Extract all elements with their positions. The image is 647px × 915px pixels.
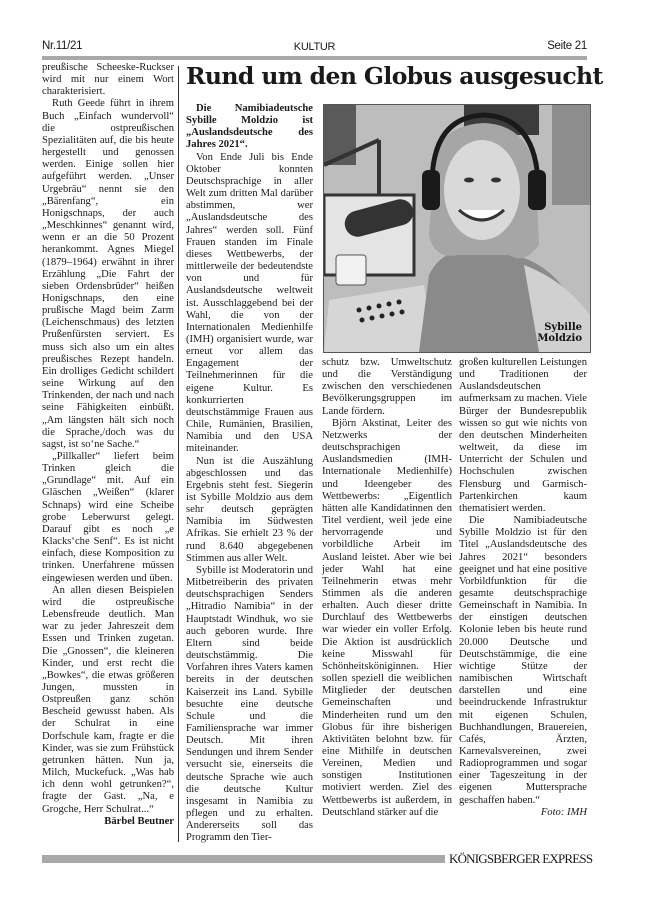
section-name: KULTUR — [293, 41, 336, 53]
photo-credit: Foto: IMH — [540, 806, 587, 818]
paragraph: Die Namibiadeutsche Sybille Moldzio ist für den Titel „Auslandsdeutsche des Jahres 2021“ besonders geeignet und hat eine positive Vorbildfunktion für die gesamte deutschsprachige Gemeinschaft in Namibia. In der einstigen deutschen Kolonie leben bis heute rund 20.000 Deutsche und Deutschstämmige, die eine wichtige Stütze der namibischen Wirtschaft darstellen und eine beeindruckende Infrastruktur mit eigenen Schulen, Buchhandlungen, Brauereien, Cafés, Ärzten, Karnevalsvereinen, zwei Radioprogrammen und sogar einer Tageszeitung in der eigenen Muttersprache geschaffen haben.“ — [459, 515, 587, 806]
header-rule — [42, 56, 587, 60]
article-column-2 — [322, 357, 452, 819]
paragraph: schutz bzw. Umweltschutz und die Verständigung zwischen den verschiedenen Bevölkerungsgruppen im Lande fördern. — [322, 357, 452, 417]
article-column-3 — [459, 357, 587, 819]
author-byline: Bärbel Beutner — [104, 815, 174, 827]
article-column-1 — [186, 103, 313, 845]
issue-number: Nr.11/21 — [42, 40, 83, 52]
publication-brand: KÖNIGSBERGER EXPRESS — [449, 851, 593, 866]
article-headline: Rund um den Globus ausgesucht — [186, 62, 603, 90]
left-column-article — [42, 62, 174, 828]
paragraph: großen kulturellen Leistungen und Traditionen der Auslandsdeutschen aufmerksam zu machen. Viele Bürger der Bundesrepublik wissen so gut wie nichts von den deutschen Minderheiten weltweit, da diese im Unterricht der Schulen und Hochschulen zwischen Flensburg und Garmisch-Partenkirchen kaum thematisiert werden. — [459, 357, 588, 514]
caption-line: Moldzio — [537, 333, 582, 344]
photo-caption — [537, 322, 582, 344]
column-divider — [178, 66, 179, 842]
paragraph: „Pillkaller“ liefert beim Trinken gleich die „Grundlage“ mit. Auf ein Gläschen „Weißen“ (klarer Schnaps) wird eine Scheibe grobe Leberwurst gelegt. Darauf gibt es noch „e Klacks‘che Senf“. Es ist nicht einfach, diese Komposition zu trinken. Unerfahrene müssen eingewiesen werden und üben. — [42, 451, 174, 584]
article-lead: Die Namibiadeutsche Sybille Moldzio ist „Auslandsdeutsche des Jahres 2021“. — [186, 103, 313, 151]
page-header — [42, 40, 587, 54]
paragraph: Ruth Geede führt in ihrem Buch „Einfach wundervoll“ die ostpreußischen Spezialitäten auf, die bis heute hergestellt und genossen werden. Einige sollen hier aufgeführt werden. „Unser Urgebräu“ nennt sie den „Bärenfang“, ein Honigschnaps, der auch „Meschkinnes“ genannt wird, wenn er an die 50 Prozent herankommt. Agnes Miegel (1879–1964) erwähnt in ihrer Erzählung „Die Fahrt der sieben Ordensbrüder“ heißen Honigschnaps, den eine prußische Magd beim Zarm (Leichenschmaus) des letzten Prußenfürsten serviert. Es muss sich also um ein altes preußisches Rezept handeln. Ein drolliges Gedicht schildert seine Wirkung auf den Trinkenden, der nach und nach seine Fähigkeiten einbüßt. „Am längsten hält sich noch die Sprache,/doch was du sagst, ist so‘ne Sache.“ — [42, 98, 174, 450]
paragraph: preußische Scheeske-Ruckser wird mit nur einem Wort charakterisiert. — [42, 62, 174, 98]
article-photo — [323, 104, 591, 353]
paragraph: Sybille ist Moderatorin und Mitbetreiberin des privaten deutschsprachigen Senders „Hitradio Namibia“ in der Hauptstadt Windhuk, wo sie auch geboren wurde. Ihre Eltern sind beide deutschstämmig. Die Vorfahren ihres Vaters kamen bereits in der deutschen Kaiserzeit ins Land. Sybille besuchte eine deutsche Schule und die Familiensprache war immer Deutsch. Mit ihren Sendungen und ihrem Sender versucht sie, einerseits die deutsche Sprache wie auch die deutsche Kultur insgesamt in Namibia zu pflegen und zu erhalten. Andererseits soll das Programm den Tier- — [186, 564, 313, 844]
caption-line: Sybille — [544, 322, 582, 333]
page-number: Seite 21 — [547, 40, 587, 52]
footer-rule — [42, 855, 445, 863]
paragraph: An allen diesen Beispielen wird die ostpreußische Lebensfreude deutlich. Man war zu jeder Jahreszeit dem Essen und Trinken zugetan. Die „Gnossen“, die kleineren Kinder, und erst recht die „Bowkes“, die etwas größeren Jungen, mussten in Ostpreußen ganz schön Bescheid gewusst haben. Als der Schulrat in eine Dorfschule kam, fragte er die Kinder, was sie zum Frühstück getrunken hätten. Nun ja, Milch, Muckefuck. „Was hab ich denn wohl getrunken?“, fragte der Gast. „Na, e Grogche, Herr Schulrat...“ — [42, 584, 174, 815]
paragraph: Von Ende Juli bis Ende Oktober konnten Deutschsprachige in aller Welt zum dritten Mal darüber abstimmen, wer „Auslandsdeutsche des Jahres“ werden soll. Fünf Frauen standen im Finale dieses Wettbewerbs, der mittlerweile der bedeutendste von und für Auslandsdeutsche weltweit ist. Ausschlaggebend bei der Wahl, die von der Internationalen Medienhilfe (IMH) organisiert wurde, war erneut vor allem das Engagement der Teilnehmerinnen für die eigene Kultur. Es konkurrierten deutschstämmige Frauen aus Chile, Rumänien, Brasilien, Namibia und den USA miteinander. — [186, 151, 313, 455]
paragraph: Nun ist die Auszählung abgeschlossen und das Ergebnis steht fest. Siegerin ist Sybille Moldzio aus dem sehr deutsch geprägten Namibia im Südwesten Afrikas. Sie erhielt 23 % der rund 8.640 abgegebenen Stimmen aus aller Welt. — [186, 455, 313, 564]
paragraph: Björn Akstinat, Leiter des Netzwerks der deutschsprachigen Auslandsmedien (IMH-Internationale Medienhilfe) und Ideengeber des Wettbewerbs: „Eigentlich hätten alle Kandidatinnen den Titel verdient, weil jede eine hervorragende und vorbildliche Arbeit im Ausland leistet. Aber wie bei jeder Wahl hat eine Teilnehmerin etwas mehr Stimmen als die anderen erhalten. Auch dieser dritte Durchlauf des Wettbewerbs war wieder ein voller Erfolg. Die Aktion ist ausdrücklich keine Misswahl für Schönheitsköniginnen. Hier sollen speziell die weiblichen Mitglieder der deutschen Gemeinschaften und Minderheiten rund um den Globus für ihre bisherigen Aktivitäten belohnt bzw. für eine Mithilfe in deutschen Vereinen, Medien und sonstigen Institutionen motiviert werden. Ziel des Wettbewerbs ist außerdem, in Deutschland stärker auf die — [322, 417, 452, 818]
photo-image — [324, 105, 590, 352]
